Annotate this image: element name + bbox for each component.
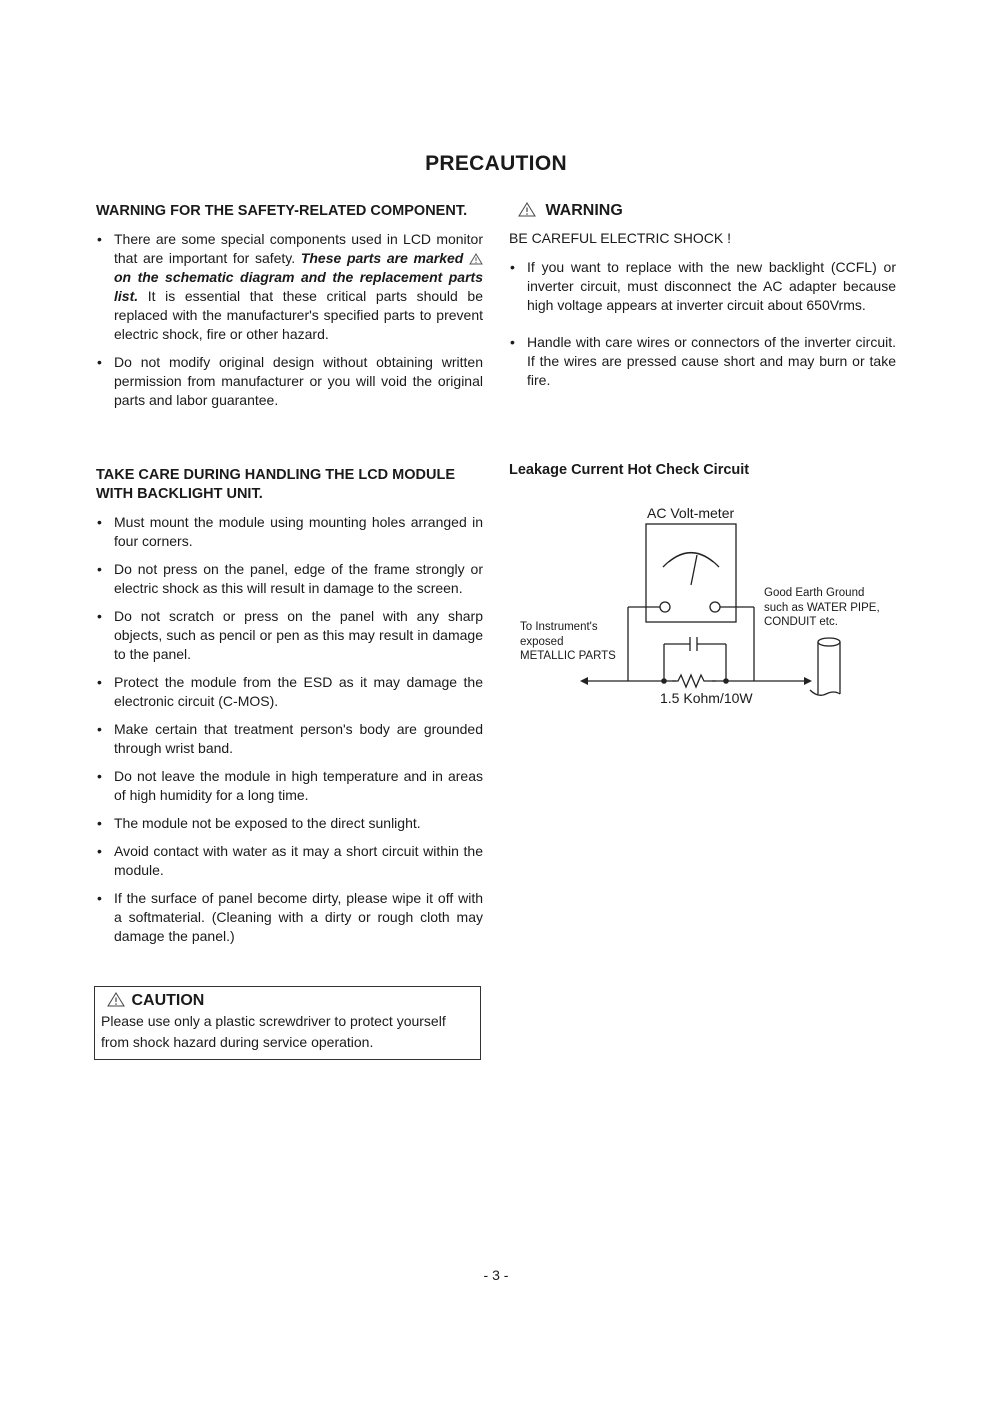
caution-line1: Please use only a plastic screwdriver to protect yourself xyxy=(101,1013,446,1029)
ground-label-line2: such as WATER PIPE, xyxy=(764,601,880,614)
warning-title-row xyxy=(518,202,623,220)
arrow-right xyxy=(804,677,812,685)
meter-needle xyxy=(691,555,697,585)
instrument-label-line1: To Instrument's xyxy=(520,621,598,633)
warning-triangle-icon xyxy=(469,253,483,265)
pipe-sides xyxy=(818,642,840,694)
meter-terminal-right xyxy=(710,602,720,612)
pipe-bottom xyxy=(810,690,840,695)
list-item: • If you want to replace with the new backlight (CCFL) or inverter circuit, must disconnect the AC adapter because high voltage appears at inverter circuit about 650Vrms. xyxy=(509,258,896,315)
warning-title: WARNING xyxy=(545,202,623,219)
handling-heading-line2: WITH BACKLIGHT UNIT. xyxy=(96,486,263,502)
pipe-top xyxy=(818,638,840,646)
list-item: • Do not modify original design without obtaining written permission from manufacturer or you will void the original parts and labor guarantee. xyxy=(96,353,483,410)
list-item: • Handle with care wires or connectors of the inverter circuit. If the wires are pressed cause short and may burn or take fire. xyxy=(509,333,896,390)
handling-heading xyxy=(96,466,486,504)
list-item: • If the surface of panel become dirty, please wipe it off with a softmaterial. (Cleaning with a dirty or rough cloth may damage the panel.) xyxy=(96,889,483,946)
meter-terminal-left xyxy=(660,602,670,612)
instrument-label-line2: exposed xyxy=(520,635,564,648)
page-title: PRECAUTION xyxy=(425,152,567,175)
safety-item1-part1: There are some special components used in LCD monitor that are important for safety. xyxy=(114,231,483,266)
list-item: • Avoid contact with water as it may a short circuit within the module. xyxy=(96,842,483,880)
list-item: • Do not leave the module in high temperature and in areas of high humidity for a long time. xyxy=(96,767,483,805)
warning-list xyxy=(509,258,896,399)
meter-dial-inner xyxy=(669,553,713,562)
safety-item1-bold1: These parts are marked xyxy=(300,250,464,266)
warning-subtitle: BE CAREFUL ELECTRIC SHOCK ! xyxy=(509,230,731,246)
caution-box xyxy=(94,986,481,1060)
ground-label-line1: Good Earth Ground xyxy=(764,587,865,599)
caution-line2: from shock hazard during service operation. xyxy=(101,1034,374,1050)
node-left xyxy=(661,678,667,684)
warning-triangle-icon xyxy=(107,992,125,1007)
safety-item1-bold2: on the schematic diagram and the replacement parts list. xyxy=(114,269,483,304)
resistor-label: 1.5 Kohm/10W xyxy=(660,690,753,706)
safety-heading: WARNING FOR THE SAFETY-RELATED COMPONENT. xyxy=(96,203,468,219)
node-right xyxy=(723,678,729,684)
safety-list xyxy=(96,230,483,419)
caution-title: CAUTION xyxy=(131,992,205,1009)
list-item: • The module not be exposed to the direct sunlight. xyxy=(96,814,483,833)
leakage-circuit-diagram xyxy=(570,515,860,705)
safety-item1-part2: It is essential that these critical parts should be replaced with the manufacturer's specified parts to prevent electric shock, fire or other hazard. xyxy=(114,288,484,342)
leakage-heading: Leakage Current Hot Check Circuit xyxy=(509,462,750,478)
caution-title-row xyxy=(101,991,474,1011)
ground-label-line3: CONDUIT etc. xyxy=(764,616,838,628)
list-item xyxy=(96,230,483,344)
handling-heading-line1: TAKE CARE DURING HANDLING THE LCD MODULE xyxy=(96,467,455,483)
page-number: - 3 - xyxy=(483,1267,509,1283)
meter-label: AC Volt-meter xyxy=(647,505,735,521)
arrow-left xyxy=(580,677,588,685)
warning-triangle-icon xyxy=(518,202,536,217)
instrument-label-line3: METALLIC PARTS xyxy=(520,650,616,662)
list-item: • Make certain that treatment person's body are grounded through wrist band. xyxy=(96,720,483,758)
list-item: • Do not press on the panel, edge of the frame strongly or electric shock as this will result in damage to the screen. xyxy=(96,560,483,598)
list-item: • Do not scratch or press on the panel with any sharp objects, such as pencil or pen as this may result in damage to the panel. xyxy=(96,607,483,664)
handling-list xyxy=(96,513,483,955)
list-item: • Must mount the module using mounting holes arranged in four corners. xyxy=(96,513,483,551)
list-item: • Protect the module from the ESD as it may damage the electronic circuit (C-MOS). xyxy=(96,673,483,711)
